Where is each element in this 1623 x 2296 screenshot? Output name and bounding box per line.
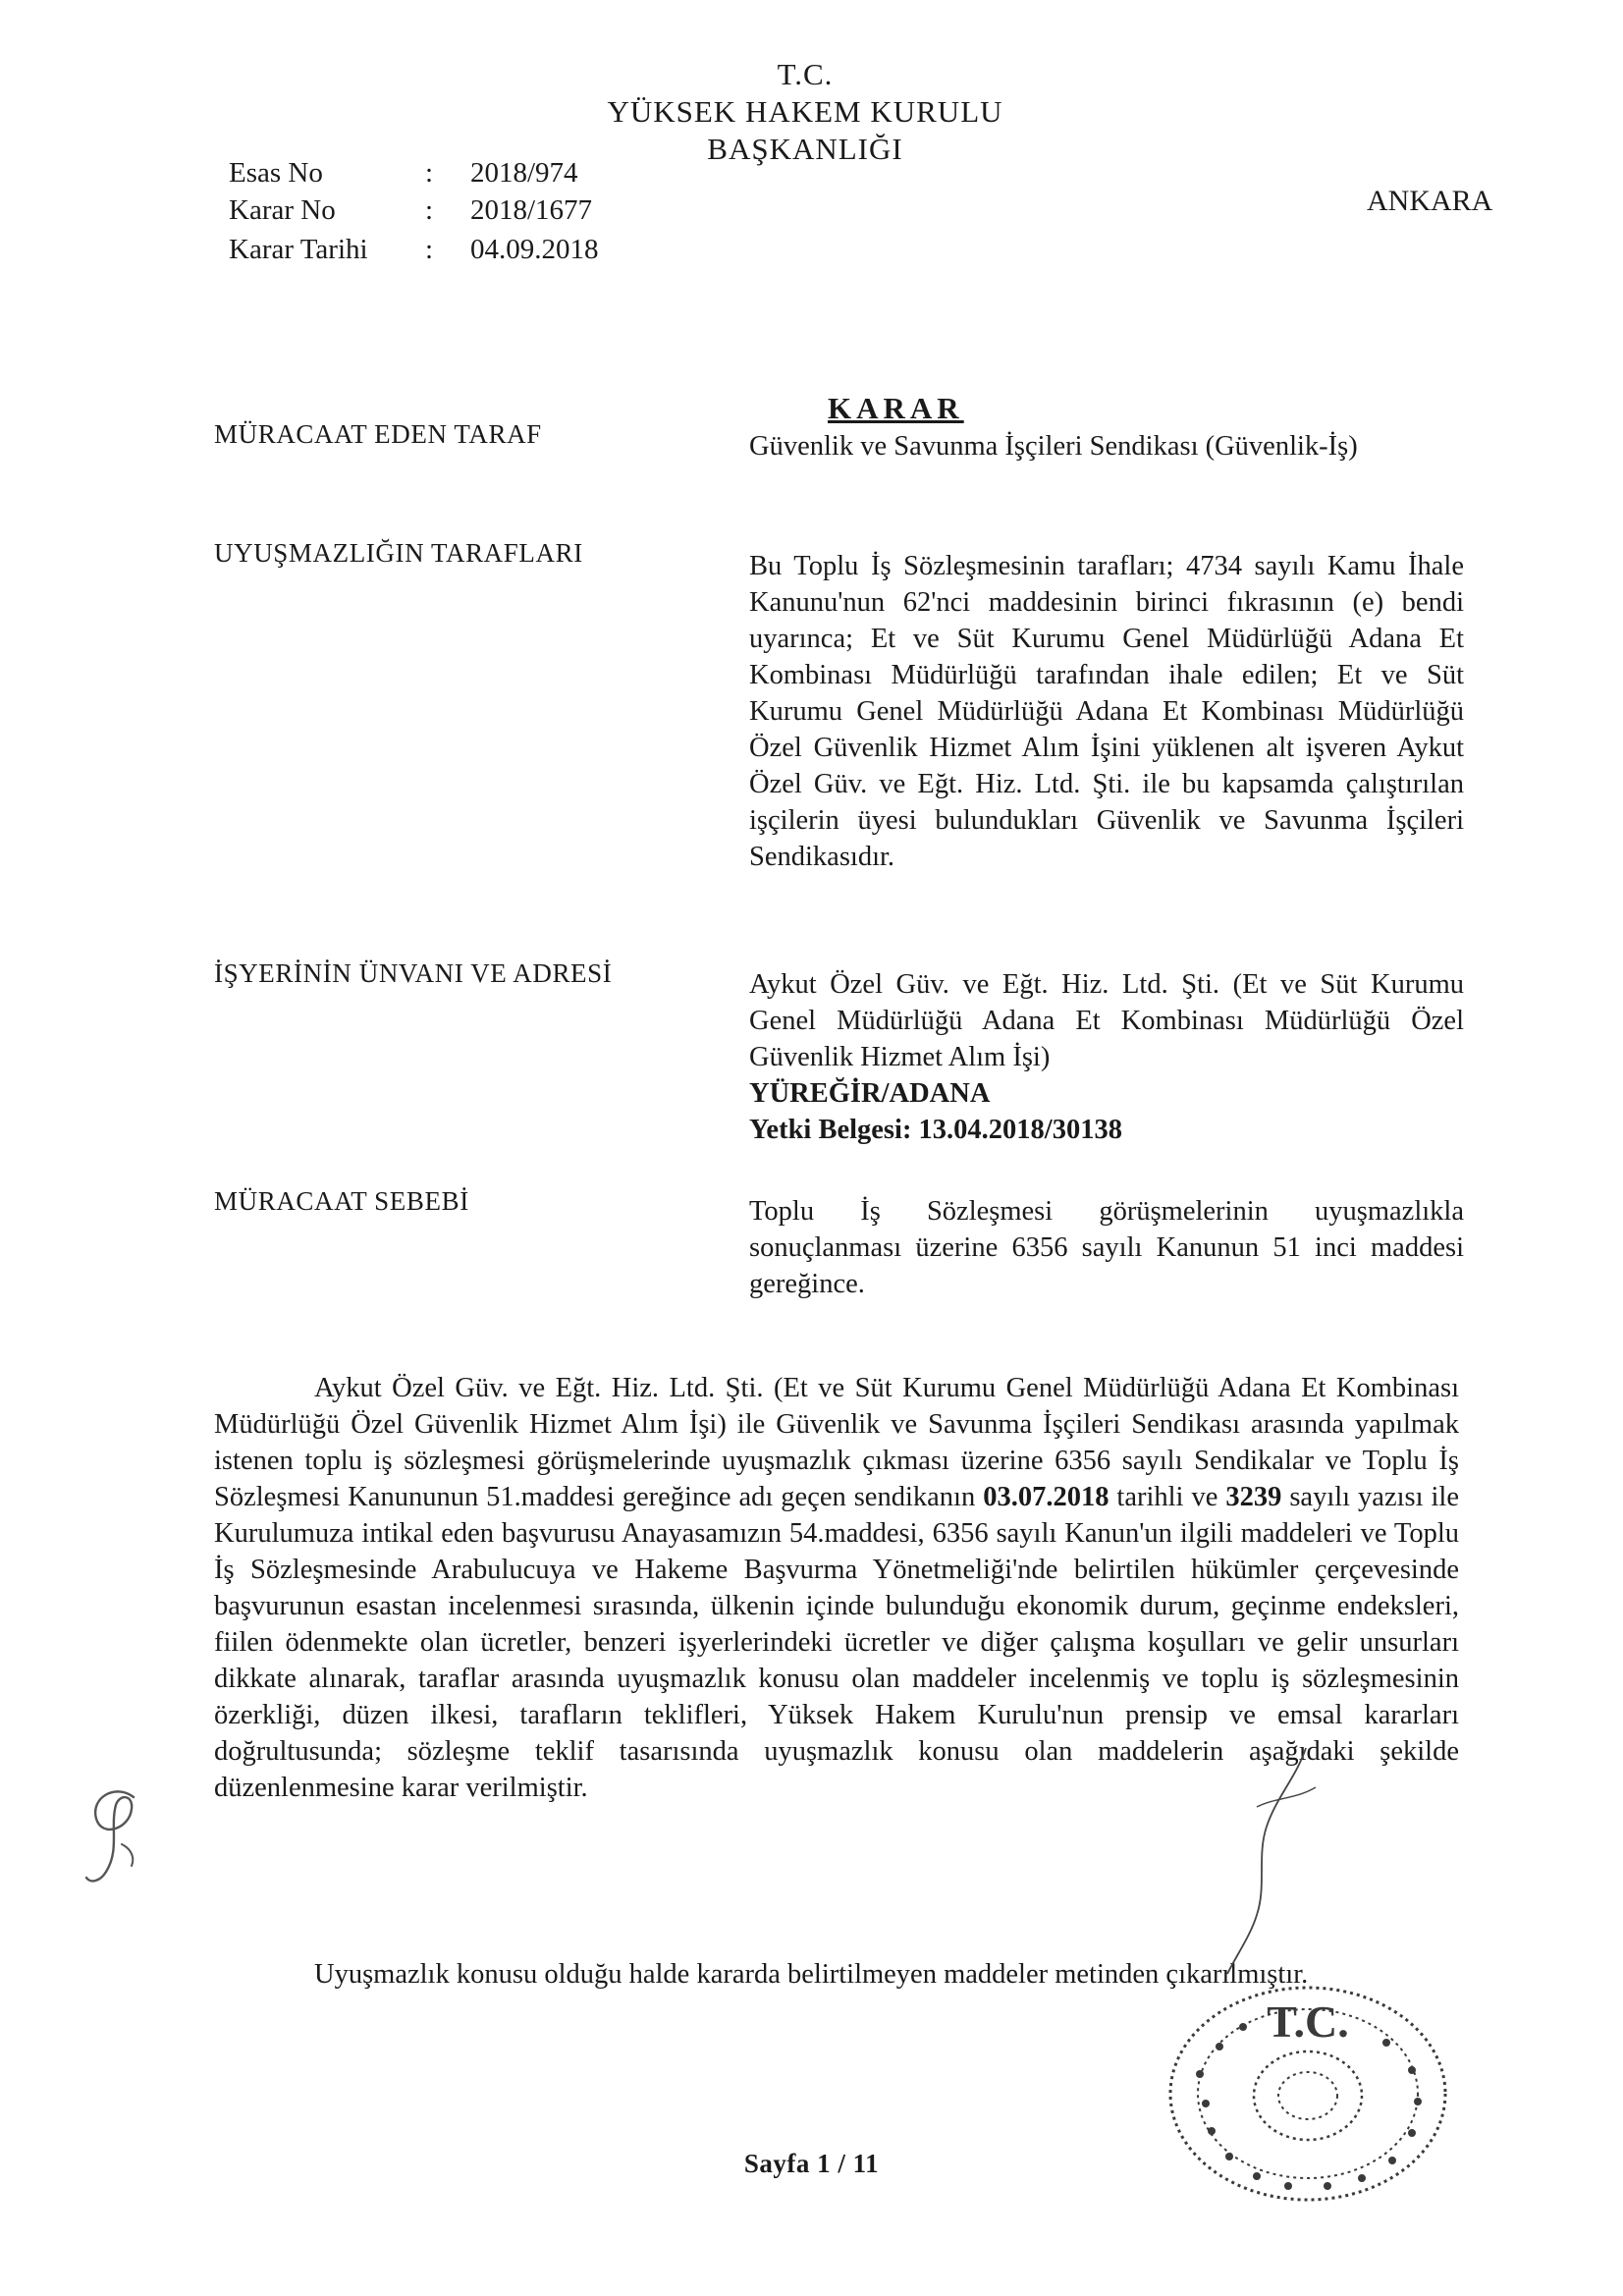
meta-sep: : [425,234,434,265]
meta-key: Karar Tarihi [229,234,368,265]
meta-value: 2018/1677 [470,194,593,226]
meta-karar-tarihi [229,234,599,266]
body-p1-number: 3239 [1225,1482,1282,1512]
signature [1198,1738,1355,1984]
meta-value: 2018/974 [470,157,578,189]
meta-esas-no [229,157,578,190]
applicant-label: MÜRACAAT EDEN TARAF [214,419,542,449]
workplace-license: Yetki Belgesi: 13.04.2018/30138 [749,1115,1122,1145]
reason-label: MÜRACAAT SEBEBİ [214,1186,469,1216]
handwritten-initial [77,1776,165,1893]
page-number: Sayfa 1 / 11 [743,2149,880,2178]
body-p1-part-a: Aykut Özel Güv. ve Eğt. Hiz. Ltd. Şti. (Et ve Süt Kurumu Genel Müdürlüğü Adana Et Kombinası Müdürlüğü Özel Güvenlik Hizmet Alım İşi) ile Güvenlik ve Savunma İşçileri Sendikası arasında yapılmak istenen toplu iş sözleşmesi görüşmelerinde uyuşmazlık çıkması üzerine 6356 sayılı Sendikalar ve Toplu İş Sözleşmesi Kanununun 51.maddesi gereğince adı geçen sendikanın [214,1373,1459,1512]
workplace-text: Aykut Özel Güv. ve Eğt. Hiz. Ltd. Şti. (Et ve Süt Kurumu Genel Müdürlüğü Adana Et Kombinası Müdürlüğü Özel Güvenlik Hizmet Alım İşi) [749,969,1464,1072]
header-city: ANKARA [1367,185,1493,217]
meta-sep: : [425,194,434,226]
applicant-text: Güvenlik ve Savunma İşçileri Sendikası (Güvenlik-İş) [749,431,1358,462]
meta-sep: : [425,157,434,189]
body-p2-text: Uyuşmazlık konusu olduğu halde kararda belirtilmeyen maddeler metinden çıkarılmıştır. [314,1959,1309,1990]
body-p1-part-c: sayılı yazısı ile Kurulumuza intikal eden başvurusu Anayasamızın 54.maddesi, 6356 sayılı Kanun'un ilgili maddeleri ve Toplu İş Sözleşmesinde Arabulucuya ve Hakeme Başvurma Yönetmeliği'nde belirtilen hükümler çerçevesinde başvurunun esastan incelenmesi sırasında, ülkenin içinde bulunduğu ekonomik durum, geçinme endeksleri, fiilen ödenmekte olan ücretler, benzeri işyerlerindeki ücretler ve diğer çalışma koşulları ve gelir unsurları dikkate alınarak, taraflar arasında uyuşmazlık konusu olan maddeler incelenmiş ve toplu iş sözleşmesinin özerkliği, düzen ilkesi, tarafların teklifleri, Yüksek Hakem Kurulu'nun prensip ve emsal kararları doğrultusunda; sözleşme teklif tasarısında uyuşmazlık konusu olan maddelerin aşağıdaki şekilde düzenlenmesine karar verilmiştir. [214,1482,1459,1803]
header-institution: YÜKSEK HAKEM KURULU [607,94,1003,129]
parties-text: Bu Toplu İş Sözleşmesinin tarafları; 4734 sayılı Kamu İhale Kanunu'nun 62'nci maddesinin birinci fıkrasının (e) bendi uyarınca; Et ve Süt Kurumu Genel Müdürlüğü Adana Et Kombinası Müdürlüğü tarafından ihale edilen; Et ve Süt Kurumu Genel Müdürlüğü Adana Et Kombinası Müdürlüğü Özel Güvenlik Hizmet Alım İşini yüklenen alt işveren Aykut Özel Güv. ve Eğt. Hiz. Ltd. Şti. ile bu kapsamda çalıştırılan işçilerin üyesi bulundukları Güvenlik ve Savunma İşçileri Sendikasıdır. [749,551,1464,872]
body-p1-part-b: tarihli ve [1109,1482,1226,1512]
parties-label: UYUŞMAZLIĞIN TARAFLARI [214,538,583,568]
header-tc: T.C. [777,57,834,91]
meta-key: Karar No [229,194,336,226]
workplace-city: YÜREĞİR/ADANA [749,1078,991,1109]
workplace-label: İŞYERİNİN ÜNVANI VE ADRESİ [214,958,613,988]
meta-karar-no [229,194,592,227]
body-p1-date: 03.07.2018 [983,1482,1109,1512]
stamp-text: T.C. [1267,1996,1349,2047]
decision-title: KARAR [828,391,964,425]
meta-key: Esas No [229,157,323,189]
workplace-block [749,966,1464,1148]
header-office: BAŞKANLIĞI [707,132,903,166]
reason-text: Toplu İş Sözleşmesi görüşmelerinin uyuşmazlıkla sonuçlanması üzerine 6356 sayılı Kanunun 51 inci maddesi gereğince. [749,1196,1464,1299]
meta-value: 04.09.2018 [470,234,599,265]
